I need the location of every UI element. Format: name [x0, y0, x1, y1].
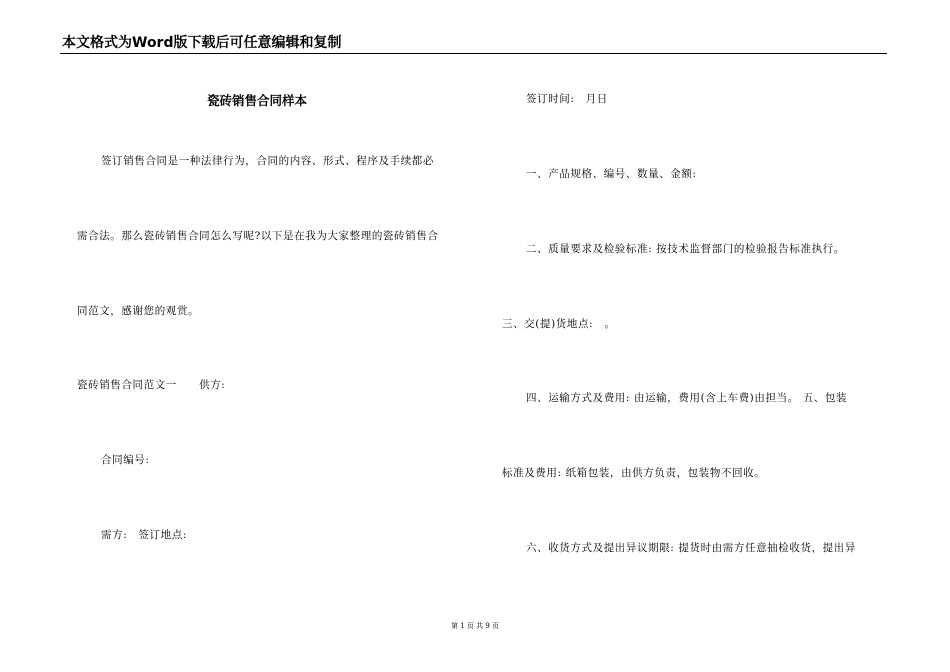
header-text: 本文格式为Word版下载后可任意编辑和复制 [62, 35, 342, 51]
paragraph-line: 合同编号: [101, 454, 150, 466]
paragraph-line: 需合法。那么瓷砖销售合同怎么写呢?以下是在我为大家整理的瓷砖销售合 [77, 230, 439, 242]
paragraph-line: 瓷砖销售合同范文一 供方: [77, 379, 226, 391]
paragraph-line: 六、收货方式及提出异议期限: 提货时由需方任意抽检收货，提出异 [526, 542, 856, 554]
paragraph-line: 三、交(提)货地点: 。 [502, 318, 616, 330]
page-header [60, 34, 887, 54]
paragraph-line: 二、质量要求及检验标准: 按技术监督部门的检验报告标准执行。 [526, 243, 845, 255]
paragraph-line: 同范文，感谢您的观赏。 [77, 305, 200, 317]
paragraph-line: 一、产品规格、编号、数量、金额: [526, 168, 697, 180]
paragraph-line: 需方: 签订地点: [101, 529, 187, 541]
document-title: 瓷砖销售合同样本 [207, 93, 308, 108]
paragraph-line: 签订销售合同是一种法律行为，合同的内容、形式、程序及手续都必 [101, 155, 434, 167]
page-footer: 第 1 页 共 9 页 [450, 622, 500, 630]
paragraph-line: 签订时间: 月日 [526, 93, 608, 105]
paragraph-line: 标准及费用: 纸箱包装，由供方负责，包装物不回收。 [502, 467, 766, 479]
paragraph-line: 四、运输方式及费用: 由运输，费用(含上车费)由担当。 五、包装 [526, 392, 848, 404]
